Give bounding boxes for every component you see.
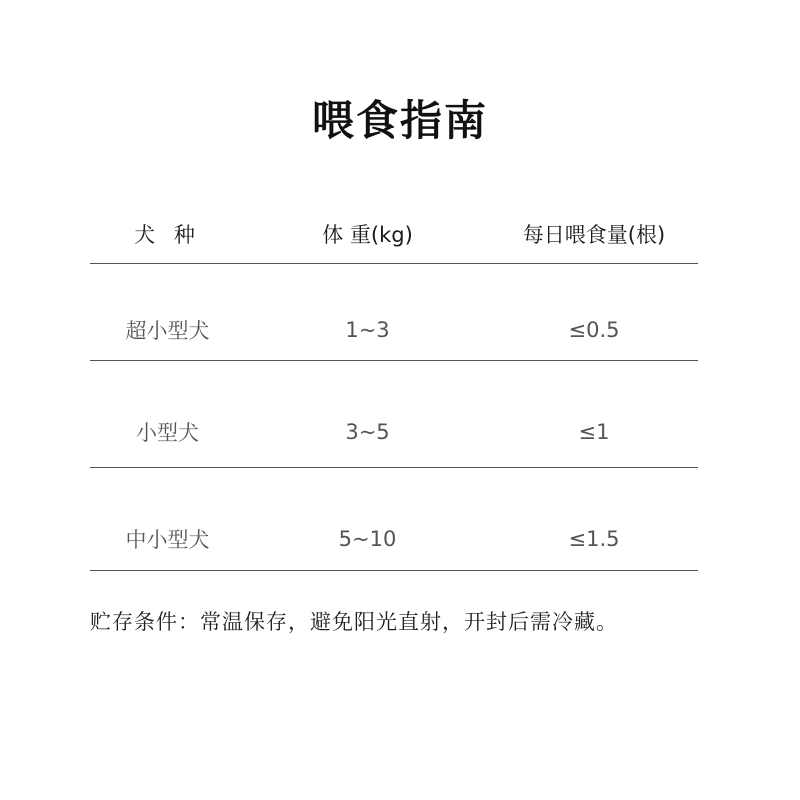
breed-cell: 小型犬 <box>136 421 199 445</box>
header-daily-amount: 每日喂食量(根) <box>522 223 666 247</box>
amount-cell: ≤1.5 <box>568 527 620 551</box>
table-row <box>90 361 698 468</box>
weight-cell: 3~5 <box>345 420 390 444</box>
page-title: 喂食指南 <box>311 96 488 145</box>
storage-note: 贮存条件：常温保存，避免阳光直射，开封后需冷藏。 <box>90 610 618 634</box>
weight-cell: 5~10 <box>338 527 397 551</box>
table-header-row <box>90 205 698 264</box>
weight-cell: 1~3 <box>345 318 390 342</box>
breed-cell: 中小型犬 <box>125 528 210 552</box>
feeding-guide-table <box>90 205 698 571</box>
table-row <box>90 264 698 361</box>
breed-cell: 超小型犬 <box>125 319 210 343</box>
amount-cell: ≤1 <box>578 420 610 444</box>
amount-cell: ≤0.5 <box>568 318 620 342</box>
header-breed: 犬 种 <box>134 223 201 247</box>
header-weight: 体 重(kg) <box>322 223 413 247</box>
table-row <box>90 468 698 571</box>
